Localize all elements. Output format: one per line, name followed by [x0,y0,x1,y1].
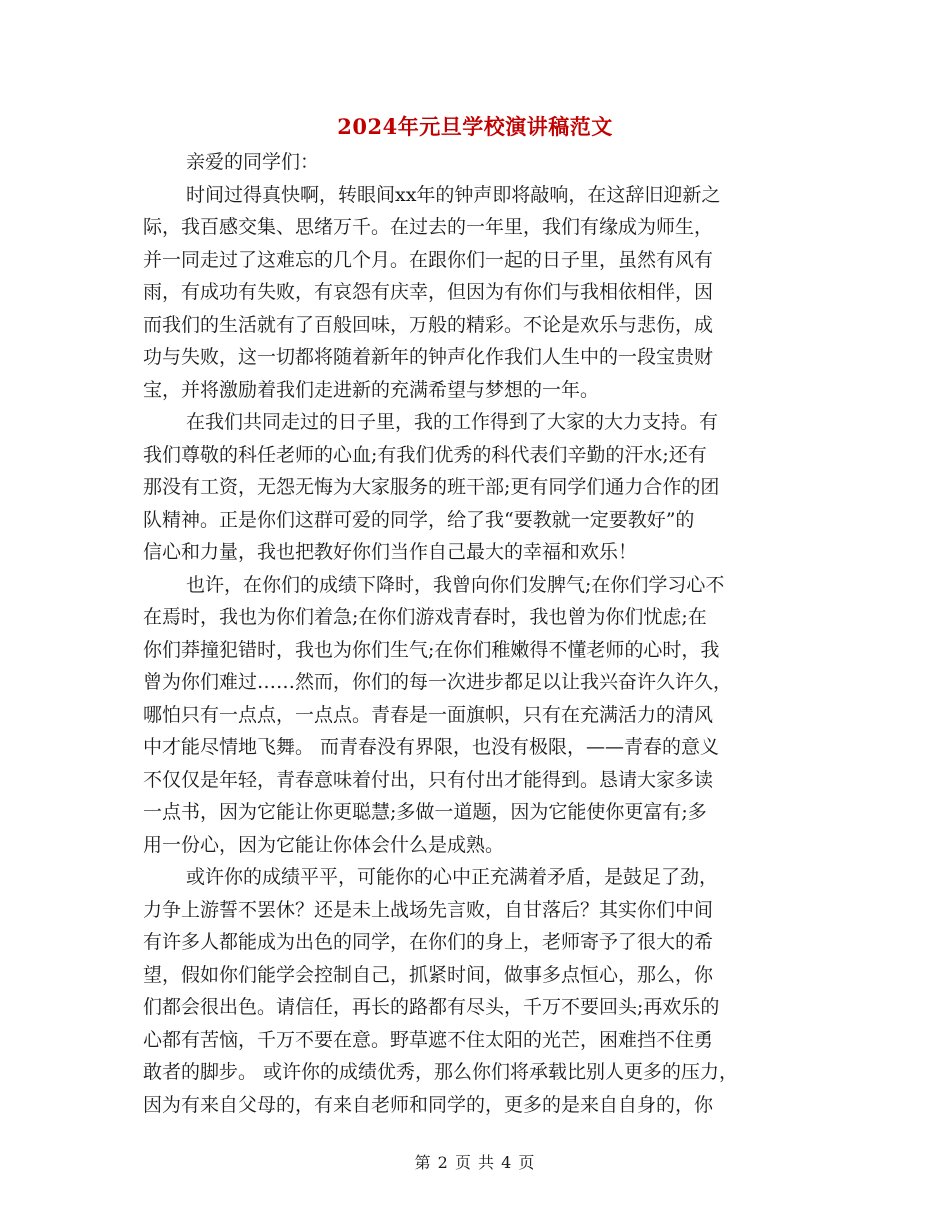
text-line: 那没有工资，无怨无悔为大家服务的班干部;更有同学们通力合作的团 [143,476,720,498]
text-line: 宝，并将激励着我们走进新的充满希望与梦想的一年。 [143,378,600,401]
text-line: 际，我百感交集、思绪万千。在过去的一年里，我们有缘成为师生， [143,216,714,238]
text-line: 敢者的脚步。 或许你的成绩优秀，那么你们将承载比别人更多的压力， [143,1061,739,1083]
text-line: 心都有苦恼，千万不要在意。野草遮不住太阳的光芒，困难挡不住勇 [143,1028,714,1051]
text-line: 功与失败，这一切都将随着新年的钟声化作我们人生中的一段宝贵财 [143,346,714,368]
text-line: 望，假如你们能学会控制自己，抓紧时间，做事多点恒心，那么，你 [143,963,714,986]
text-line: 队精神。正是你们这群可爱的同学，给了我“要教就一定要教好”的 [143,508,695,531]
text-line: 一点书，因为它能让你更聪慧;多做一道题，因为它能使你更富有;多 [143,801,707,823]
text-line: 在我们共同走过的日子里，我的工作得到了大家的大力支持。有 [186,411,719,433]
text-line: 或许你的成绩平平，可能你的心中正充满着矛盾，是鼓足了劲， [186,866,719,888]
text-line: 哪怕只有一点点，一点点。青春是一面旗帜，只有在充满活力的清风 [143,703,714,726]
text-line: 因为有来自父母的，有来自老师和同学的，更多的是来自自身的，你 [143,1093,714,1116]
document-title: 2024年元旦学校演讲稿范文 [337,114,613,139]
text-line: 不仅仅是年轻，青春意味着付出，只有付出才能得到。恳请大家多读 [143,768,714,791]
text-line: 我们尊敬的科任老师的心血;有我们优秀的科代表们辛勤的汗水;还有 [143,443,707,466]
text-line: 你们莽撞犯错时，我也为你们生气;在你们稚嫩得不懂老师的心时，我 [143,638,720,661]
text-line: 有许多人都能成为出色的同学，在你们的身上，老师寄予了很大的希 [143,931,714,953]
text-line: 时间过得真快啊，转眼间xx年的钟声即将敲响，在这辞旧迎新之 [186,183,721,206]
page-footer: 第 2 页 共 4 页 [414,1153,536,1172]
text-line: 曾为你们难过……然而，你们的每一次进步都足以让我兴奋许久许久， [143,671,733,693]
text-line: 们都会很出色。请信任，再长的路都有尽头，千万不要回头;再欢乐的 [143,996,720,1018]
text-line: 中才能尽情地飞舞。 而青春没有界限，也没有极限，——青春的意义 [143,736,720,758]
text-line: 信心和力量，我也把教好你们当作自己最大的幸福和欢乐！ [143,541,638,563]
text-line: 力争上游誓不罢休？还是未上战场先言败，自甘落后？其实你们中间 [143,898,714,921]
text-line: 雨，有成功有失败，有哀怨有庆幸，但因为有你们与我相依相伴，因 [143,281,714,303]
text-line: 用一份心，因为它能让你体会什么是成熟。 [143,833,505,856]
text-line: 也许，在你们的成绩下降时，我曾向你们发脾气;在你们学习心不 [186,573,725,596]
text-line: 亲爱的同学们： [186,151,320,173]
text-line: 而我们的生活就有了百般回味，万般的精彩。不论是欢乐与悲伤，成 [143,313,714,336]
text-line: 并一同走过了这难忘的几个月。在跟你们一起的日子里，虽然有风有 [143,248,714,271]
text-line: 在焉时，我也为你们着急;在你们游戏青春时，我也曾为你们忧虑;在 [143,606,707,628]
document-body [143,146,815,1121]
